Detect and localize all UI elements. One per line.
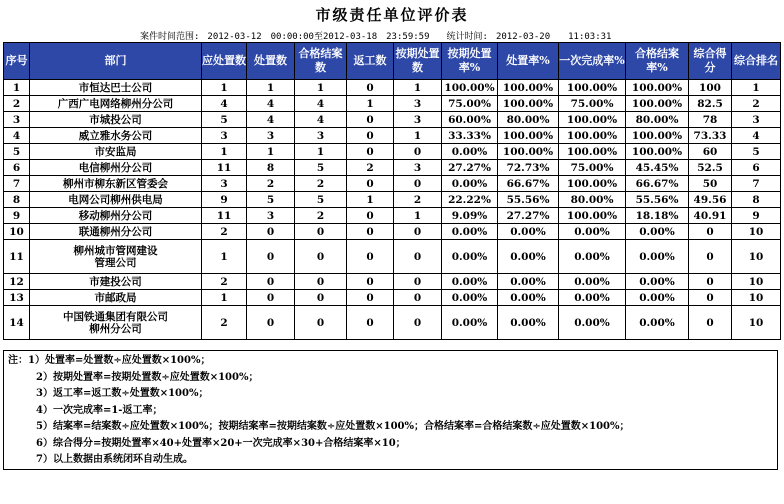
header-rework: 返工数 (347, 43, 394, 80)
table-row (4, 274, 781, 290)
first-pass-rate: 0.00% (559, 240, 626, 274)
department-name: 柳州城市管网建设 管理公司 (30, 240, 202, 274)
header-qualified-closed: 合格结案数 (295, 43, 347, 80)
handle-rate: 27.27% (498, 208, 559, 224)
row-index: 3 (4, 112, 30, 128)
department-name: 移动柳州分公司 (30, 208, 202, 224)
ontime-rate: 0.00% (442, 274, 498, 290)
department-name: 柳州市柳东新区管委会 (30, 176, 202, 192)
header-qualified-rate: 合格结案率% (626, 43, 689, 80)
table-row (4, 290, 781, 306)
handled-count: 4 (247, 96, 295, 112)
department-name: 市邮政局 (30, 290, 202, 306)
rework-count: 2 (347, 160, 394, 176)
header-total-score: 综合得分 (689, 43, 732, 80)
first-pass-rate: 0.00% (559, 290, 626, 306)
ontime-handled-count: 0 (394, 144, 442, 160)
evaluation-table (3, 42, 781, 340)
table-row (4, 80, 781, 96)
rework-count: 0 (347, 80, 394, 96)
handled-count: 1 (247, 80, 295, 96)
total-score: 50 (689, 176, 732, 192)
header-index: 序号 (4, 43, 30, 80)
should-handle-count: 1 (202, 144, 247, 160)
row-index: 9 (4, 208, 30, 224)
ontime-rate: 60.00% (442, 112, 498, 128)
header-ontime-rate: 按期处置率% (442, 43, 498, 80)
total-score: 0 (689, 224, 732, 240)
first-pass-rate: 0.00% (559, 274, 626, 290)
header-handled: 处置数 (247, 43, 295, 80)
ontime-rate: 0.00% (442, 176, 498, 192)
ontime-handled-count: 1 (394, 128, 442, 144)
ontime-rate: 0.00% (442, 240, 498, 274)
header-rank: 综合排名 (732, 43, 781, 80)
ontime-handled-count: 0 (394, 240, 442, 274)
handle-rate: 72.73% (498, 160, 559, 176)
qualified-closed-count: 0 (295, 306, 347, 340)
stat-time-value: 2012-03-20 11:03:31 (495, 32, 612, 42)
time-range-info (140, 29, 760, 42)
total-score: 73.33 (689, 128, 732, 144)
qualified-rate: 0.00% (626, 306, 689, 340)
rank: 7 (732, 176, 781, 192)
qualified-closed-count: 0 (295, 274, 347, 290)
ontime-handled-count: 0 (394, 176, 442, 192)
table-header-row (4, 43, 781, 80)
handled-count: 2 (247, 176, 295, 192)
qualified-closed-count: 2 (295, 176, 347, 192)
first-pass-rate: 0.00% (559, 224, 626, 240)
qualified-closed-count: 0 (295, 224, 347, 240)
rank: 10 (732, 306, 781, 340)
department-name: 广西广电网络柳州分公司 (30, 96, 202, 112)
notes-box (3, 350, 778, 470)
ontime-handled-count: 3 (394, 160, 442, 176)
table-row (4, 96, 781, 112)
qualified-closed-count: 5 (295, 160, 347, 176)
qualified-closed-count: 4 (295, 112, 347, 128)
rank: 5 (732, 144, 781, 160)
rank: 2 (732, 96, 781, 112)
table-row (4, 208, 781, 224)
qualified-closed-count: 3 (295, 128, 347, 144)
rank: 10 (732, 290, 781, 306)
should-handle-count: 11 (202, 160, 247, 176)
qualified-closed-count: 1 (295, 144, 347, 160)
handle-rate: 66.67% (498, 176, 559, 192)
total-score: 52.5 (689, 160, 732, 176)
ontime-handled-count: 1 (394, 80, 442, 96)
rank: 10 (732, 274, 781, 290)
note-line: 5）结案率=结案数÷应处置数×100%；按期结案率=按期结案数÷应处置数×100%；合格结案率=合格结案数÷应处置数×100%； (36, 421, 630, 432)
ontime-handled-count: 3 (394, 96, 442, 112)
table-row (4, 192, 781, 208)
ontime-handled-count: 0 (394, 224, 442, 240)
total-score: 0 (689, 306, 732, 340)
ontime-rate: 0.00% (442, 144, 498, 160)
handle-rate: 0.00% (498, 224, 559, 240)
rank: 3 (732, 112, 781, 128)
handle-rate: 100.00% (498, 96, 559, 112)
qualified-closed-count: 0 (295, 240, 347, 274)
ontime-handled-count: 0 (394, 274, 442, 290)
handled-count: 0 (247, 290, 295, 306)
rework-count: 0 (347, 176, 394, 192)
handle-rate: 100.00% (498, 144, 559, 160)
qualified-rate: 66.67% (626, 176, 689, 192)
rework-count: 0 (347, 274, 394, 290)
handled-count: 3 (247, 128, 295, 144)
ontime-rate: 27.27% (442, 160, 498, 176)
ontime-handled-count: 2 (394, 192, 442, 208)
handle-rate: 0.00% (498, 290, 559, 306)
note-line: 4）一次完成率=1-返工率； (36, 404, 163, 416)
first-pass-rate: 100.00% (559, 208, 626, 224)
total-score: 60 (689, 144, 732, 160)
first-pass-rate: 0.00% (559, 306, 626, 340)
first-pass-rate: 100.00% (559, 176, 626, 192)
qualified-rate: 0.00% (626, 274, 689, 290)
row-index: 7 (4, 176, 30, 192)
qualified-closed-count: 1 (295, 80, 347, 96)
department-name: 市安监局 (30, 144, 202, 160)
first-pass-rate: 100.00% (559, 112, 626, 128)
should-handle-count: 3 (202, 176, 247, 192)
handled-count: 0 (247, 274, 295, 290)
handled-count: 0 (247, 306, 295, 340)
row-index: 11 (4, 240, 30, 274)
ontime-handled-count: 0 (394, 306, 442, 340)
table-row (4, 224, 781, 240)
first-pass-rate: 100.00% (559, 144, 626, 160)
handle-rate: 55.56% (498, 192, 559, 208)
qualified-closed-count: 0 (295, 290, 347, 306)
row-index: 5 (4, 144, 30, 160)
rework-count: 0 (347, 112, 394, 128)
qualified-rate: 100.00% (626, 80, 689, 96)
qualified-rate: 80.00% (626, 112, 689, 128)
rework-count: 0 (347, 128, 394, 144)
row-index: 8 (4, 192, 30, 208)
header-ontime-handled: 按期处置数 (394, 43, 442, 80)
table-row (4, 128, 781, 144)
header-department: 部门 (30, 43, 202, 80)
note-line: 7）以上数据由系统闭环自动生成。 (36, 454, 193, 465)
handle-rate: 0.00% (498, 306, 559, 340)
department-name: 电信柳州分公司 (30, 160, 202, 176)
should-handle-count: 2 (202, 306, 247, 340)
header-should-handle: 应处置数 (202, 43, 247, 80)
rework-count: 0 (347, 290, 394, 306)
header-handle-rate: 处置率% (498, 43, 559, 80)
qualified-rate: 0.00% (626, 240, 689, 274)
total-score: 82.5 (689, 96, 732, 112)
ontime-rate: 100.00% (442, 80, 498, 96)
row-index: 6 (4, 160, 30, 176)
department-name: 电网公司柳州供电局 (30, 192, 202, 208)
table-row (4, 306, 781, 340)
department-name: 中国铁通集团有限公司 柳州分公司 (30, 306, 202, 340)
header-first-pass-rate: 一次完成率% (559, 43, 626, 80)
should-handle-count: 2 (202, 274, 247, 290)
table-row (4, 160, 781, 176)
first-pass-rate: 100.00% (559, 80, 626, 96)
rank: 8 (732, 192, 781, 208)
handled-count: 8 (247, 160, 295, 176)
ontime-handled-count: 1 (394, 208, 442, 224)
should-handle-count: 2 (202, 224, 247, 240)
should-handle-count: 11 (202, 208, 247, 224)
handled-count: 0 (247, 224, 295, 240)
ontime-rate: 33.33% (442, 128, 498, 144)
handled-count: 1 (247, 144, 295, 160)
total-score: 49.56 (689, 192, 732, 208)
total-score: 0 (689, 290, 732, 306)
range-value: 2012-03-12 00:00:00至2012-03-18 23:59:59 (207, 32, 430, 42)
row-index: 2 (4, 96, 30, 112)
qualified-rate: 45.45% (626, 160, 689, 176)
page-title: 市级责任单位评价表 (315, 6, 469, 24)
should-handle-count: 1 (202, 290, 247, 306)
qualified-rate: 0.00% (626, 290, 689, 306)
department-name: 市恒达巴士公司 (30, 80, 202, 96)
first-pass-rate: 75.00% (559, 160, 626, 176)
rework-count: 0 (347, 240, 394, 274)
first-pass-rate: 80.00% (559, 192, 626, 208)
should-handle-count: 9 (202, 192, 247, 208)
handle-rate: 0.00% (498, 240, 559, 274)
rework-count: 0 (347, 224, 394, 240)
ontime-rate: 9.09% (442, 208, 498, 224)
total-score: 0 (689, 274, 732, 290)
qualified-closed-count: 2 (295, 208, 347, 224)
qualified-closed-count: 4 (295, 96, 347, 112)
note-line: 注：1）处置率=处置数÷应处置数×100%； (8, 355, 211, 366)
note-line: 2）按期处置率=按期处置数÷应处置数×100%； (36, 371, 259, 383)
qualified-rate: 55.56% (626, 192, 689, 208)
qualified-rate: 0.00% (626, 224, 689, 240)
table-row (4, 176, 781, 192)
row-index: 12 (4, 274, 30, 290)
note-line: 3）返工率=返工数÷处置数×100%； (36, 388, 209, 399)
qualified-closed-count: 5 (295, 192, 347, 208)
row-index: 13 (4, 290, 30, 306)
ontime-handled-count: 0 (394, 290, 442, 306)
stat-time-label: 统计时间: (446, 32, 488, 42)
rank: 4 (732, 128, 781, 144)
qualified-rate: 100.00% (626, 96, 689, 112)
range-label: 案件时间范围: (140, 32, 200, 42)
ontime-handled-count: 3 (394, 112, 442, 128)
ontime-rate: 22.22% (442, 192, 498, 208)
note-line: 6）综合得分=按期处置率×40+处置率×20+一次完成率×30+合格结案率×10； (36, 437, 406, 449)
ontime-rate: 0.00% (442, 224, 498, 240)
table-row (4, 112, 781, 128)
should-handle-count: 4 (202, 96, 247, 112)
handle-rate: 0.00% (498, 274, 559, 290)
rank: 9 (732, 208, 781, 224)
handled-count: 4 (247, 112, 295, 128)
should-handle-count: 5 (202, 112, 247, 128)
handled-count: 0 (247, 240, 295, 274)
department-name: 威立雅水务公司 (30, 128, 202, 144)
total-score: 0 (689, 240, 732, 274)
table-row (4, 144, 781, 160)
row-index: 4 (4, 128, 30, 144)
handle-rate: 100.00% (498, 80, 559, 96)
rework-count: 0 (347, 208, 394, 224)
row-index: 1 (4, 80, 30, 96)
department-name: 市城投公司 (30, 112, 202, 128)
ontime-rate: 0.00% (442, 306, 498, 340)
row-index: 10 (4, 224, 30, 240)
table-row (4, 240, 781, 274)
handled-count: 3 (247, 208, 295, 224)
ontime-rate: 0.00% (442, 290, 498, 306)
rank: 10 (732, 224, 781, 240)
should-handle-count: 3 (202, 128, 247, 144)
handled-count: 5 (247, 192, 295, 208)
qualified-rate: 100.00% (626, 128, 689, 144)
department-name: 联通柳州分公司 (30, 224, 202, 240)
rank: 6 (732, 160, 781, 176)
should-handle-count: 1 (202, 240, 247, 274)
qualified-rate: 100.00% (626, 144, 689, 160)
first-pass-rate: 100.00% (559, 128, 626, 144)
handle-rate: 80.00% (498, 112, 559, 128)
rework-count: 0 (347, 306, 394, 340)
qualified-rate: 18.18% (626, 208, 689, 224)
ontime-rate: 75.00% (442, 96, 498, 112)
total-score: 40.91 (689, 208, 732, 224)
row-index: 14 (4, 306, 30, 340)
department-name: 市建投公司 (30, 274, 202, 290)
rework-count: 0 (347, 144, 394, 160)
rank: 10 (732, 240, 781, 274)
should-handle-count: 1 (202, 80, 247, 96)
rank: 1 (732, 80, 781, 96)
first-pass-rate: 75.00% (559, 96, 626, 112)
handle-rate: 100.00% (498, 128, 559, 144)
total-score: 78 (689, 112, 732, 128)
rework-count: 1 (347, 96, 394, 112)
rework-count: 1 (347, 192, 394, 208)
total-score: 100 (689, 80, 732, 96)
